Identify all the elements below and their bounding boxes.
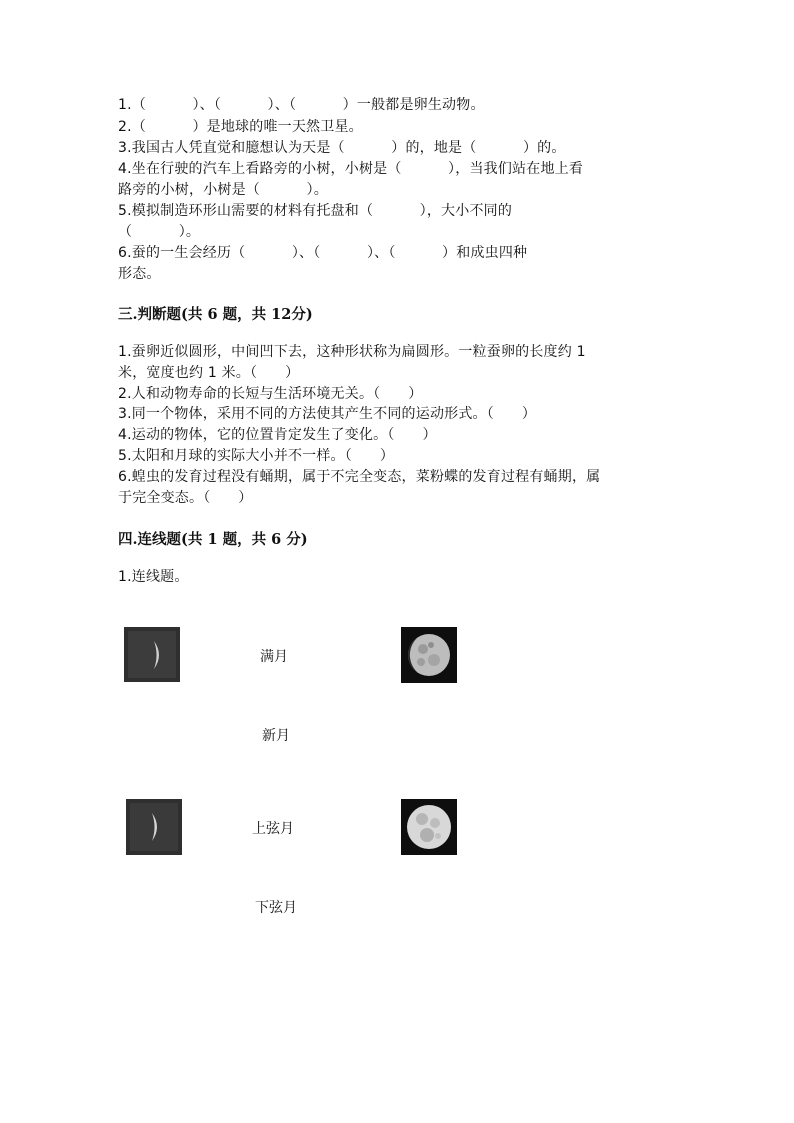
judge-line-4: 4.运动的物体，它的位置肯定发生了变化。（ ） — [118, 427, 437, 443]
judge-line-1b: 米，宽度也约 1 米。（ ） — [118, 365, 300, 381]
matching-question: 1.连线题。 — [118, 569, 189, 585]
section-3-heading: 三.判断题(共 6 题，共 12分) — [118, 306, 313, 323]
moon-label-last-quarter: 下弦月 — [255, 900, 297, 916]
moon-label-new: 新月 — [262, 728, 290, 744]
judge-line-1a: 1.蚕卵近似圆形，中间凹下去，这种形状称为扁圆形。一粒蚕卵的长度约 1 — [118, 344, 586, 360]
fill-in-line-6b: 形态。 — [118, 266, 161, 282]
crescent-moon-left-icon — [124, 627, 180, 682]
judge-line-5: 5.太阳和月球的实际大小并不一样。（ ） — [118, 448, 395, 464]
fill-in-line-5b: （ ）。 — [118, 224, 201, 240]
moon-label-full: 满月 — [260, 649, 288, 665]
judge-line-6a: 6.蝗虫的发育过程没有蛹期，属于不完全变态，菜粉蝶的发育过程有蛹期，属 — [118, 469, 601, 485]
crescent-moon-right-icon — [126, 799, 182, 855]
gibbous-moon-icon — [401, 627, 457, 683]
fill-in-line-1: 1.（ ）、（ ）、（ ）一般都是卵生动物。 — [118, 97, 485, 113]
fill-in-line-4b: 路旁的小树，小树是（ ）。 — [118, 182, 328, 198]
judge-line-3: 3.同一个物体，采用不同的方法使其产生不同的运动形式。（ ） — [118, 406, 537, 422]
fill-in-line-2: 2.（ ）是地球的唯一天然卫星。 — [118, 119, 363, 135]
section-4-heading: 四.连线题(共 1 题，共 6 分) — [118, 531, 308, 548]
moon-label-first-quarter: 上弦月 — [252, 821, 294, 837]
judge-line-2: 2.人和动物寿命的长短与生活环境无关。（ ） — [118, 386, 423, 402]
full-moon-icon — [401, 799, 457, 855]
judge-line-6b: 于完全变态。（ ） — [118, 490, 253, 506]
fill-in-line-6a: 6.蚕的一生会经历（ ）、（ ）、（ ）和成虫四种 — [118, 245, 528, 261]
fill-in-line-5a: 5.模拟制造环形山需要的材料有托盘和（ ），大小不同的 — [118, 203, 513, 219]
fill-in-line-3: 3.我国古人凭直觉和臆想认为天是（ ）的，地是（ ）的。 — [118, 140, 566, 156]
fill-in-line-4a: 4.坐在行驶的汽车上看路旁的小树，小树是（ ），当我们站在地上看 — [118, 161, 584, 177]
